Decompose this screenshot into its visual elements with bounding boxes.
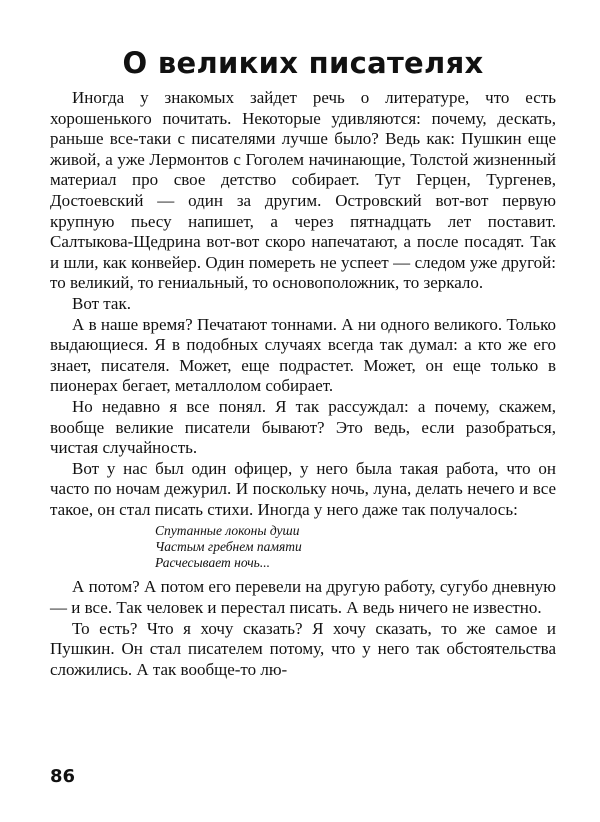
paragraph-2: Вот так.: [72, 293, 131, 313]
article-body: [50, 88, 556, 680]
article-title: О великих писателях: [122, 46, 484, 80]
poem-line-1: Спутанные локоны души: [155, 523, 300, 539]
page: [50, 44, 556, 680]
paragraph-5: Вот у нас был один офицер, у него была такая работа, что он часто по ночам дежурил. И поскольку ночь, луна, делать нечего и все такое, он стал писать стихи. Иногда у него даже так получалось:: [50, 458, 556, 519]
poem: [155, 523, 556, 571]
paragraph-3: А в наше время? Печатают тоннами. А ни одного великого. Только выдающиеся. Я в подобных случаях всегда так думал: а кто же его знает, писателя. Может, еще подрастет. Может, он еще только в пионерах бегает, металлолом собирает.: [50, 314, 556, 396]
poem-line-3: Расчесывает ночь...: [155, 555, 270, 571]
page-number: 86: [50, 766, 76, 787]
poem-line-2: Частым гребнем памяти: [155, 539, 302, 555]
paragraph-1: Иногда у знакомых зайдет речь о литературе, что есть хорошенького почитать. Некоторые удивляются: почему, дескать, раньше все-таки с писателями лучше было? Ведь как: Пушкин еще живой, а уже Лермонтов с Гоголем начинающие, Толстой жизненный материал про свое детство собирает. Тут Герцен, Тургенев, Достоевский — один за другим. Островский вот-вот первую крупную пьесу напишет, а через пятнадцать лет поставит. Салтыкова-Щедрина вот-вот скоро напечатают, а после посадят. Так и шли, как конвейер. Один помереть не успеет — следом уже другой: то великий, то гениальный, то основоположник, то зеркало.: [50, 88, 556, 293]
paragraph-6: А потом? А потом его перевели на другую работу, сугубо дневную — и все. Так человек и перестал писать. А ведь ничего не известно.: [50, 577, 556, 618]
paragraph-4: Но недавно я все понял. Я так рассуждал: а почему, скажем, вообще великие писатели бывают? Это ведь, если разобраться, чистая случайность.: [50, 396, 556, 458]
paragraph-7: То есть? Что я хочу сказать? Я хочу сказать, то же самое и Пушкин. Он стал писателем потому, что у него так обстоятельства сложились. А так вообще-то лю-: [50, 618, 556, 679]
